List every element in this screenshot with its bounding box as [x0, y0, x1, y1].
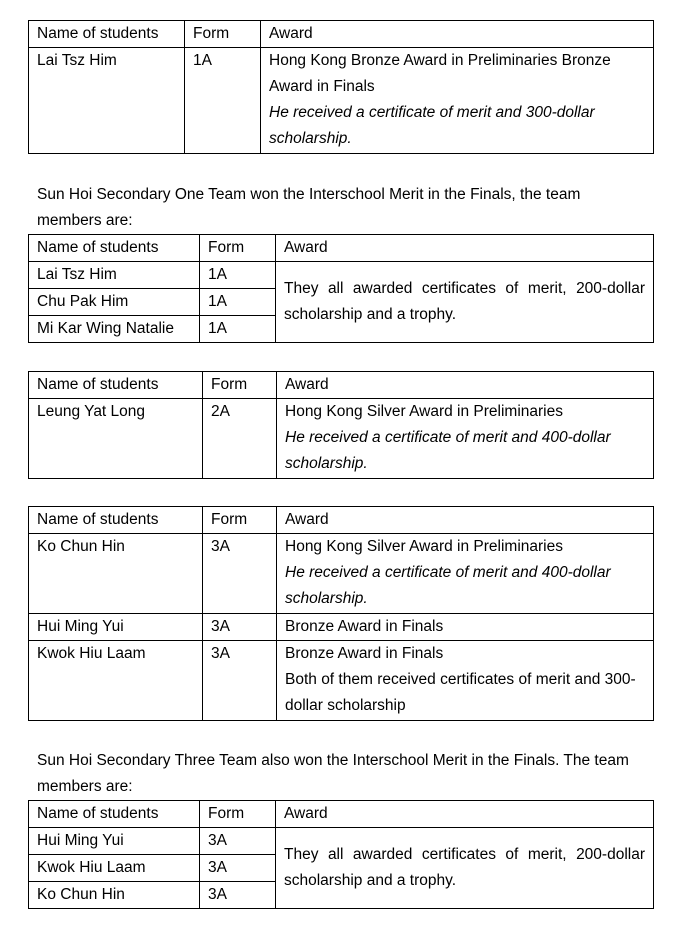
table-row — [29, 262, 654, 289]
student-name: Kwok Hiu Laam — [29, 641, 203, 721]
header-form: Form — [200, 235, 276, 262]
header-award: Award — [261, 21, 654, 48]
award-cell: Bronze Award in Finals — [277, 614, 654, 641]
table-row — [29, 641, 654, 721]
team-three-paragraph: Sun Hoi Secondary Three Team also won the Interschool Merit in the Finals. The team members are: — [37, 752, 629, 795]
header-name: Name of students — [29, 235, 200, 262]
header-award: Award — [276, 235, 654, 262]
header-form: Form — [185, 21, 261, 48]
student-form: 3A — [200, 828, 276, 855]
student-name: Lai Tsz Him — [29, 262, 200, 289]
header-form: Form — [203, 507, 277, 534]
award-text: Hong Kong Silver Award in Preliminaries — [285, 403, 563, 420]
table-header-row — [29, 235, 654, 262]
student-name: Chu Pak Him — [29, 289, 200, 316]
team-one-members-table — [28, 234, 654, 343]
award-note: He received a certificate of merit and 400-dollar scholarship. — [285, 564, 611, 607]
table-row — [29, 48, 654, 154]
award-text: Hong Kong Silver Award in Preliminaries — [285, 538, 563, 555]
header-form: Form — [203, 372, 277, 399]
header-award: Award — [277, 372, 654, 399]
award-table-leung-yat-long — [28, 371, 654, 479]
student-form: 1A — [185, 48, 261, 154]
student-name: Hui Ming Yui — [29, 614, 203, 641]
student-form: 3A — [200, 855, 276, 882]
award-cell — [277, 641, 654, 721]
student-name: Mi Kar Wing Natalie — [29, 316, 200, 343]
award-table-form-three — [28, 506, 654, 721]
award-text: Bronze Award in Finals — [285, 645, 444, 662]
student-form: 3A — [203, 614, 277, 641]
table-row — [29, 534, 654, 614]
award-note: He received a certificate of merit and 300-dollar scholarship. — [269, 104, 595, 147]
award-note: He received a certificate of merit and 400-dollar scholarship. — [285, 429, 611, 472]
student-name: Ko Chun Hin — [29, 534, 203, 614]
award-table-lai-tsz-him — [28, 20, 654, 154]
student-name: Ko Chun Hin — [29, 882, 200, 909]
header-name: Name of students — [29, 21, 185, 48]
table-row — [29, 399, 654, 479]
team-three-members-table — [28, 800, 654, 909]
header-award: Award — [276, 801, 654, 828]
table-header-row — [29, 21, 654, 48]
award-cell — [277, 399, 654, 479]
header-award: Award — [277, 507, 654, 534]
student-name: Hui Ming Yui — [29, 828, 200, 855]
table-row — [29, 614, 654, 641]
student-name: Kwok Hiu Laam — [29, 855, 200, 882]
header-name: Name of students — [29, 507, 203, 534]
student-name: Leung Yat Long — [29, 399, 203, 479]
award-cell: They all awarded certificates of merit, 200-dollar scholarship and a trophy. — [276, 262, 654, 343]
header-form: Form — [200, 801, 276, 828]
student-form: 3A — [203, 641, 277, 721]
table-header-row — [29, 507, 654, 534]
header-name: Name of students — [29, 372, 203, 399]
award-note: Both of them received certificates of merit and 300-dollar scholarship — [285, 671, 636, 714]
student-form: 1A — [200, 316, 276, 343]
student-name: Lai Tsz Him — [29, 48, 185, 154]
table-row — [29, 828, 654, 855]
student-form: 1A — [200, 289, 276, 316]
award-cell — [261, 48, 654, 154]
award-text: Hong Kong Bronze Award in Preliminaries Bronze Award in Finals — [269, 52, 611, 95]
student-form: 1A — [200, 262, 276, 289]
header-name: Name of students — [29, 801, 200, 828]
table-header-row — [29, 372, 654, 399]
award-cell: They all awarded certificates of merit, 200-dollar scholarship and a trophy. — [276, 828, 654, 909]
table-header-row — [29, 801, 654, 828]
student-form: 3A — [200, 882, 276, 909]
student-form: 3A — [203, 534, 277, 614]
award-cell — [277, 534, 654, 614]
student-form: 2A — [203, 399, 277, 479]
team-one-paragraph: Sun Hoi Secondary One Team won the Interschool Merit in the Finals, the team members are: — [37, 186, 581, 229]
